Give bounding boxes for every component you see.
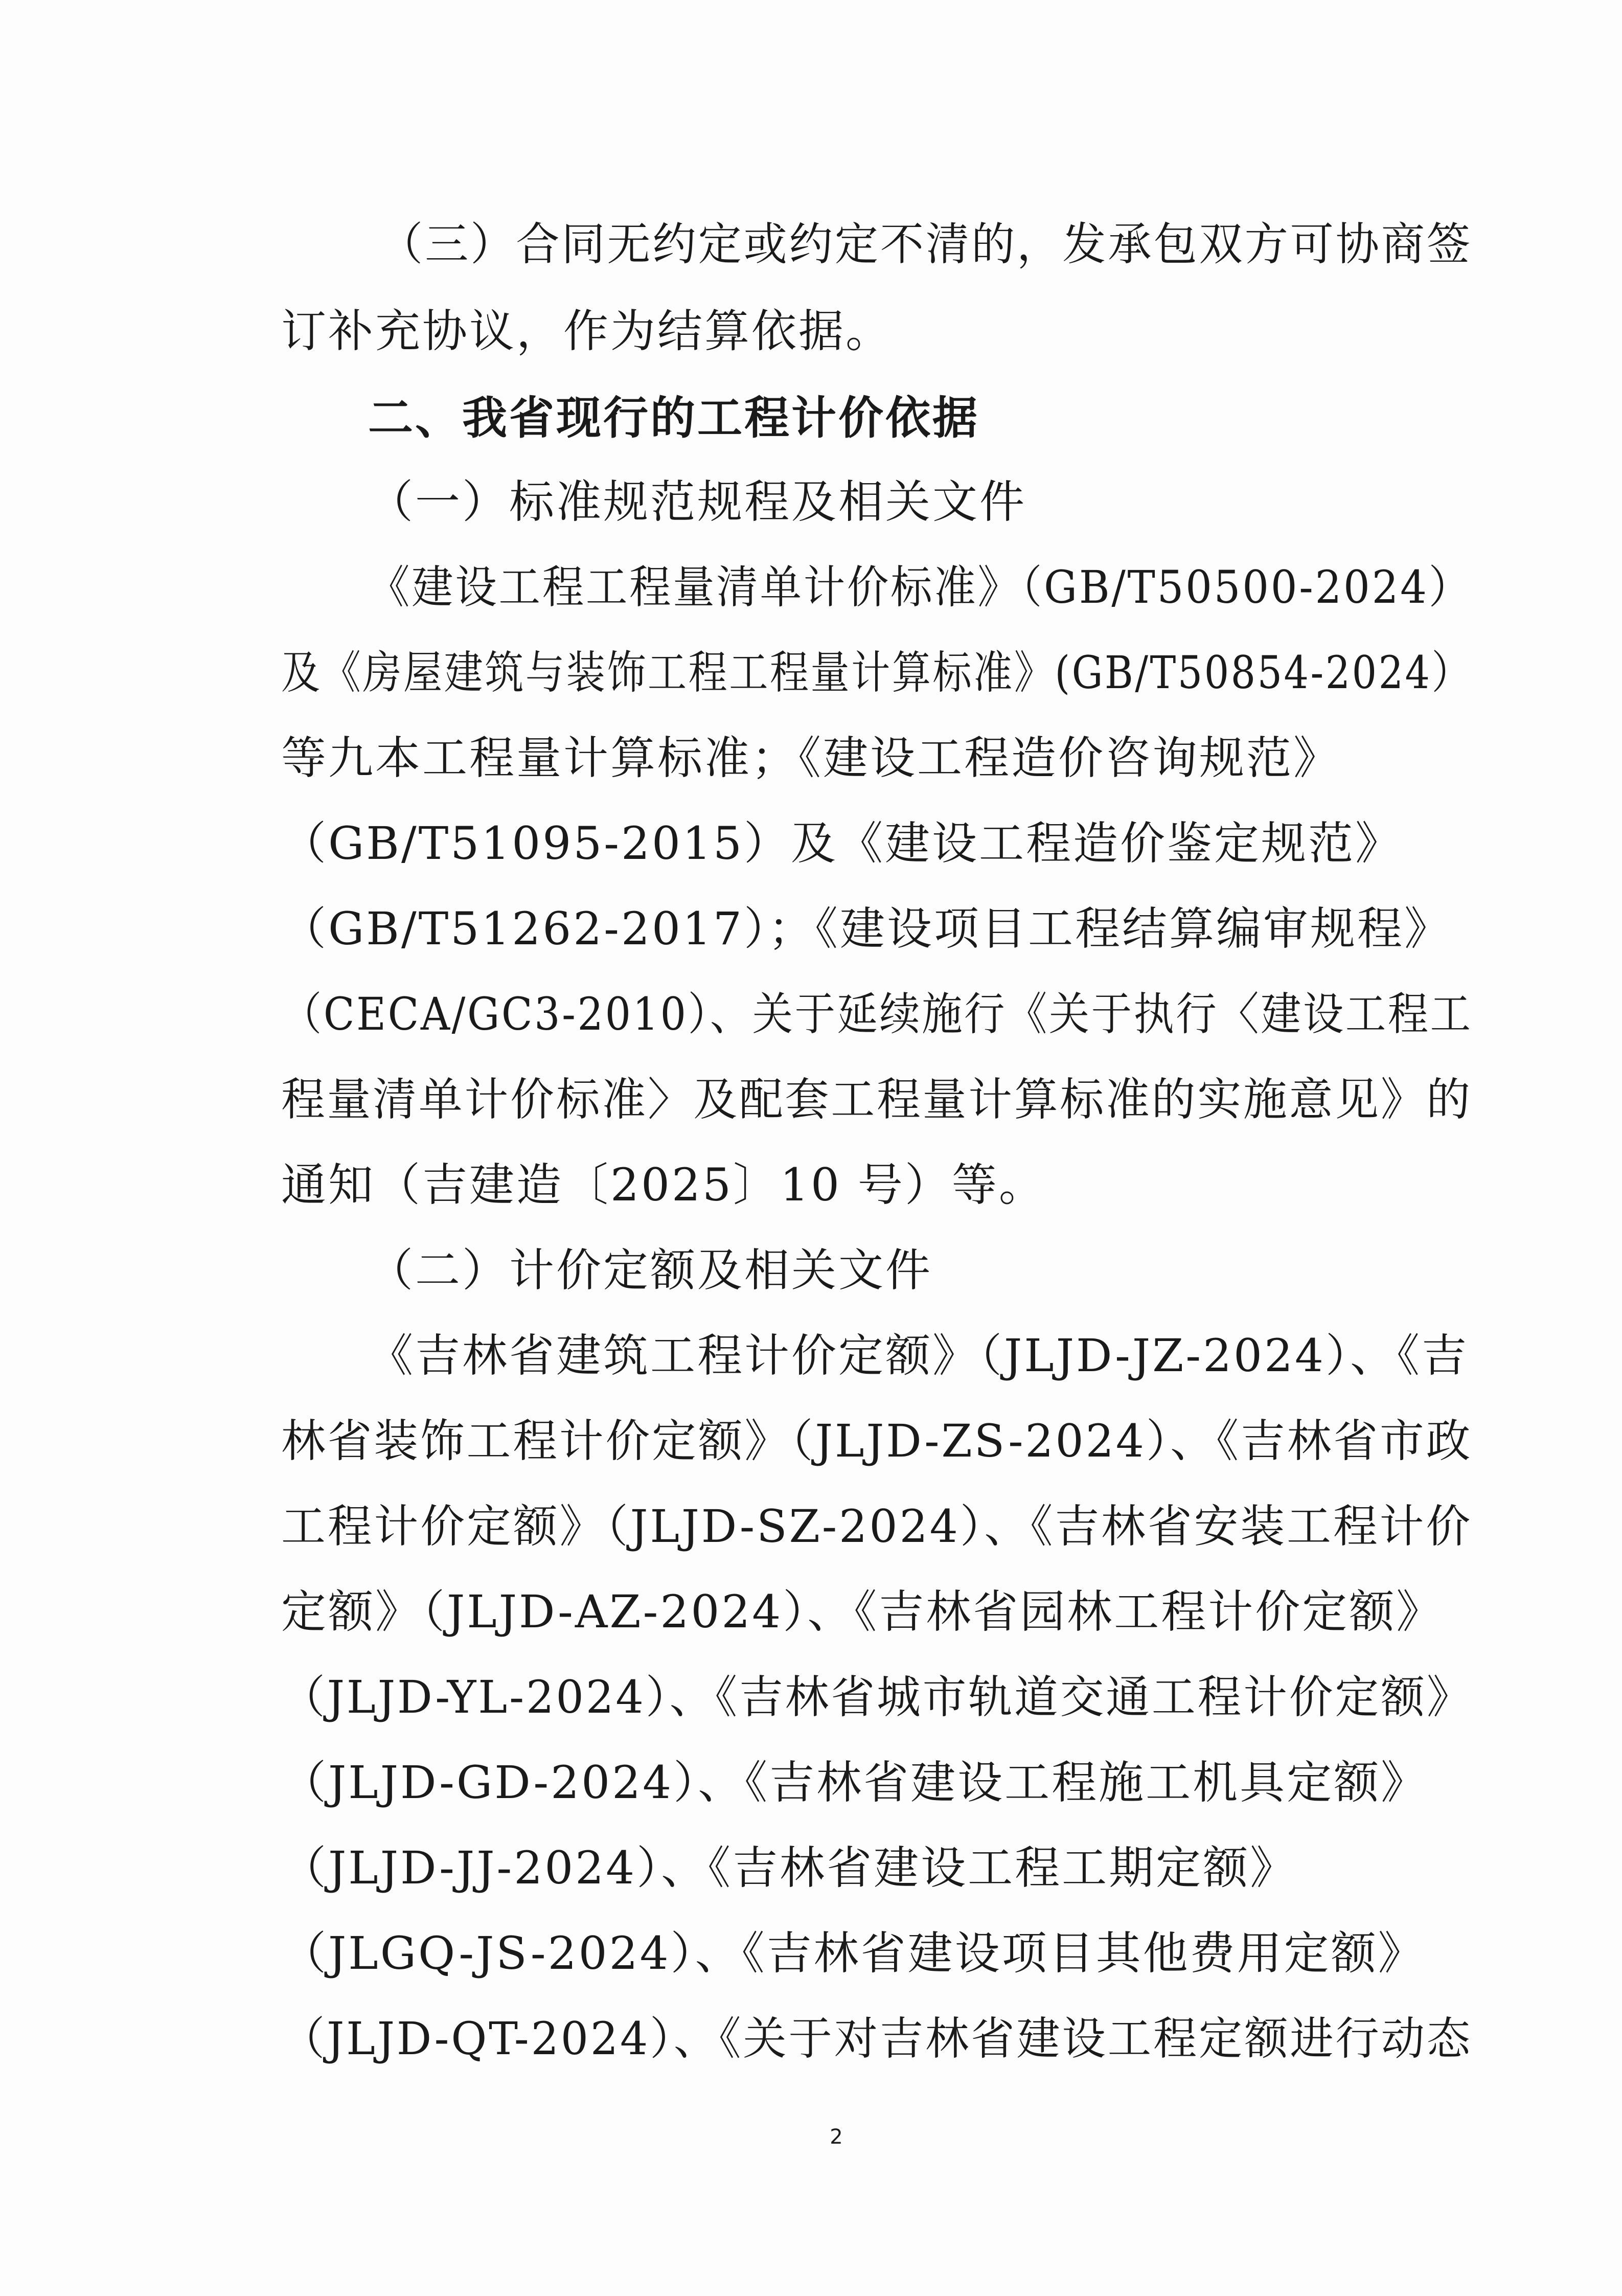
text-line: （GB/T51095-2015）及《建设工程造价鉴定规范》 [281, 817, 1402, 870]
text-line: 程量清单计价标准〉及配套工程量计算标准的实施意见》的 [281, 1073, 1473, 1126]
text-line: 通知（吉建造〔2025〕10 号）等。 [281, 1158, 1046, 1211]
text-line: 定额》（JLJD-AZ-2024）、《吉林省园林工程计价定额》 [281, 1585, 1444, 1638]
text-line: （JLGQ-JS-2024）、《吉林省建设项目其他费用定额》 [281, 1927, 1425, 1980]
text-line: 工程计价定额》（JLJD-SZ-2024）、《吉林省安装工程计价 [281, 1500, 1473, 1553]
heading-text: 二、我省现行的工程计价依据 [368, 392, 980, 444]
text-line: （JLJD-QT-2024）、《关于对吉林省建设工程定额进行动态 [281, 2012, 1473, 2065]
text-line: 订补充协议，作为结算依据。 [281, 305, 893, 357]
text-line: 林省装饰工程计价定额》（JLJD-ZS-2024）、《吉林省市政 [281, 1415, 1473, 1467]
page-number: 2 [830, 2125, 843, 2149]
text-line: 及《房屋建筑与装饰工程工程量计算标准》(GB/T50854-2024） [281, 646, 1473, 699]
text-line: （JLJD-GD-2024）、《吉林省建设工程施工机具定额》 [281, 1756, 1428, 1809]
text-line: 《建设工程工程量清单计价标准》（GB/T50500-2024） [368, 561, 1472, 613]
text-line: （GB/T51262-2017）；《建设项目工程结算编审规程》 [281, 902, 1451, 955]
text-line: 《吉林省建筑工程计价定额》（JLJD-JZ-2024）、《吉 [368, 1329, 1469, 1382]
subheading-text: （二）计价定额及相关文件 [368, 1244, 933, 1297]
subheading-text: （一）标准规范规程及相关文件 [368, 475, 1027, 528]
text-line: （JLJD-YL-2024）、《吉林省城市轨道交通工程计价定额》 [281, 1671, 1473, 1723]
text-line: 等九本工程量计算标准；《建设工程造价咨询规范》 [281, 732, 1341, 784]
text-line: （CECA/GC3-2010）、关于延续施行《关于执行〈建设工程工 [281, 988, 1473, 1040]
text-line: （JLJD-JJ-2024）、《吉林省建设工程工期定额》 [281, 1842, 1297, 1894]
text-line: （三）合同无约定或约定不清的，发承包双方可协商签 [379, 218, 1473, 270]
